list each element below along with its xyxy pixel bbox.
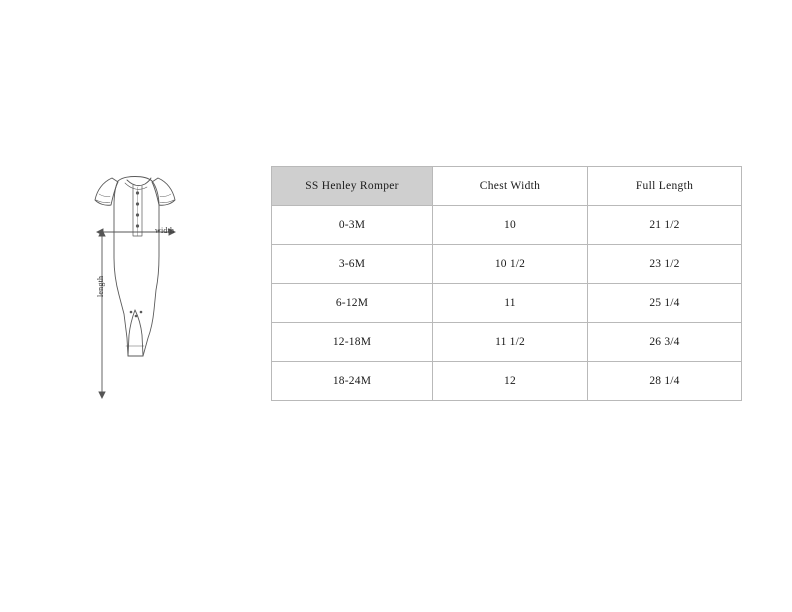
table-row: [272, 362, 742, 401]
cell-size: 18-24M: [272, 362, 433, 401]
cell-full-length: 28 1/4: [588, 362, 742, 401]
cell-full-length: 26 3/4: [588, 323, 742, 362]
cell-chest-width: 11: [433, 284, 588, 323]
romper-line-drawing: [55, 160, 245, 410]
cell-size: 12-18M: [272, 323, 433, 362]
size-chart-table: [271, 166, 742, 401]
cell-chest-width: 10: [433, 206, 588, 245]
length-dimension-label: length: [96, 275, 105, 297]
cell-full-length: 25 1/4: [588, 284, 742, 323]
table-row: [272, 245, 742, 284]
cell-size: 3-6M: [272, 245, 433, 284]
cell-chest-width: 11 1/2: [433, 323, 588, 362]
cell-full-length: 23 1/2: [588, 245, 742, 284]
cell-chest-width: 10 1/2: [433, 245, 588, 284]
table-row: [272, 206, 742, 245]
cell-size: 6-12M: [272, 284, 433, 323]
width-dimension-label: width: [155, 226, 175, 235]
table-header-row: [272, 167, 742, 206]
garment-illustration: [55, 160, 245, 410]
column-header-chest-width: Chest Width: [433, 167, 588, 206]
column-header-full-length: Full Length: [588, 167, 742, 206]
table-row: [272, 323, 742, 362]
cell-full-length: 21 1/2: [588, 206, 742, 245]
cell-chest-width: 12: [433, 362, 588, 401]
cell-size: 0-3M: [272, 206, 433, 245]
table-row: [272, 284, 742, 323]
length-measure-arrow: [99, 230, 105, 398]
column-header-size: SS Henley Romper: [272, 167, 433, 206]
